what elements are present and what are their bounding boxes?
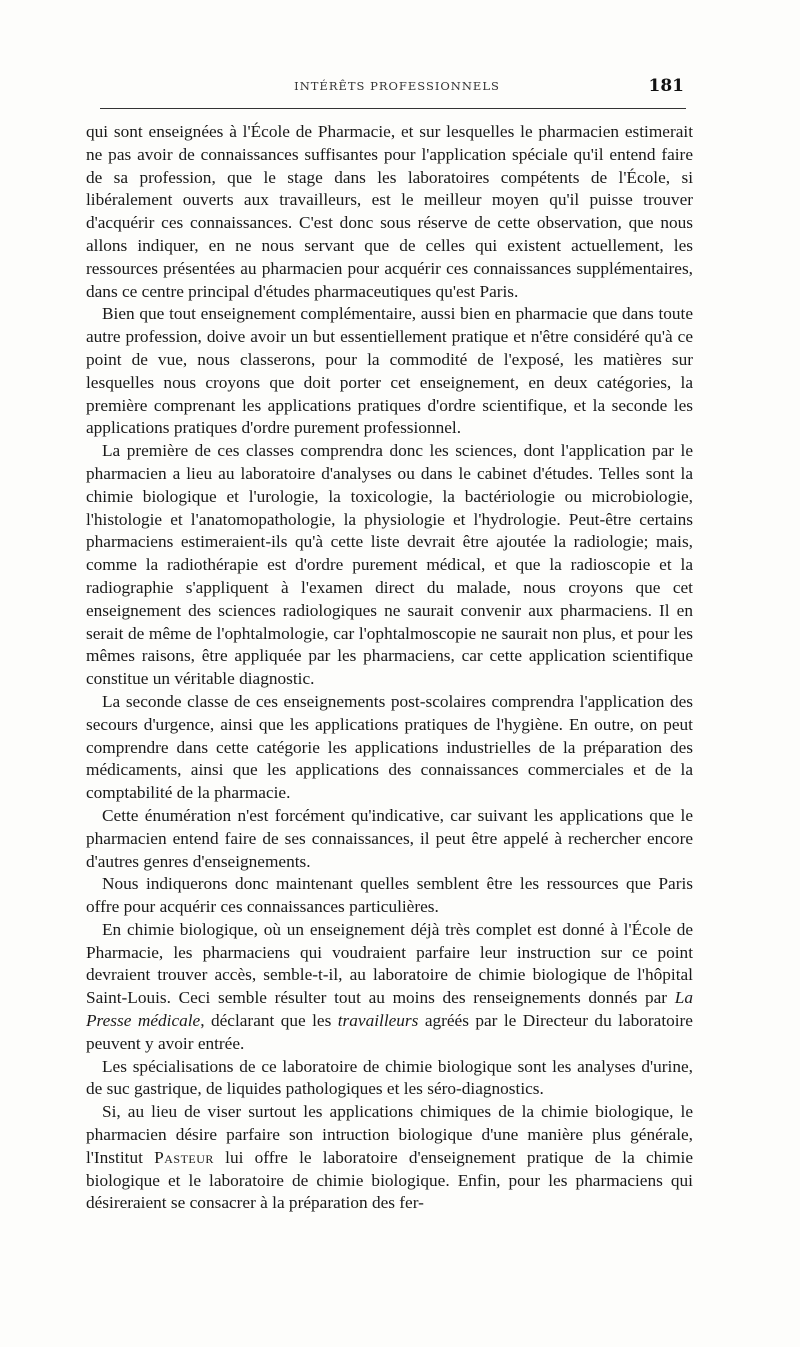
paragraph [86,1101,693,1215]
text-run: Nous indiquerons donc maintenant quelles semblent être les ressources que Paris offre pour acquérir ces connaissances particulières. [86,874,693,917]
page-number: 181 [648,76,684,96]
italic-text: travailleurs [337,1011,419,1031]
body-text [86,121,693,1215]
text-run: La première de ces classes comprendra donc les sciences, dont l'application par le pharmacien a lieu au laboratoire d'analyses ou dans le cabinet d'études. Telles sont la chimie biologique et l'urologie, la toxicologie, la bactériologie ou microbiologie, l'histologie et l'anatomopathologie, la physiologie et l'hydrologie. Peut-être certains pharmaciens estimeraient-ils qu'à cette liste devrait être ajoutée la radiologie; mais, comme la radiothérapie est d'ordre purement médical, et que la radioscopie et la radiographie s'appliquent à l'examen direct du malade, nous croyons que cet enseignement des sciences radiologiques ne saurait convenir aux pharmaciens. Il en serait de même de l'ophtalmologie, car l'ophtalmoscopie ne saurait non plus, et pour les mêmes raisons, être appliquée par les pharmaciens, car cette application scientifique constitue un véritable diagnostic. [86,441,693,689]
text-run: La seconde classe de ces enseignements post-scolaires comprendra l'application des secours d'urgence, ainsi que les applications pratiques de l'hygiène. En outre, on peut comprendre dans cette catégorie les applications industrielles de la préparation des médicaments, ainsi que les applications des connaissances commerciales et de la comptabilité de la pharmacie. [86,691,693,803]
text-run: Bien que tout enseignement complémentaire, aussi bien en pharmacie que dans toute autre profession, doive avoir un but essentiellement pratique et n'être considéré qu'à ce point de vue, nous classerons, pour la commodité de l'exposé, les matières sur lesquelles nous croyons que doit porter cet enseignement, en deux catégories, la première comprenant les applications pratiques d'ordre scientifique, et la seconde les applications pratiques d'ordre purement professionnel. [86,304,693,438]
paragraph [86,440,693,691]
paragraph [86,303,693,440]
smallcaps-text: Pasteur [154,1147,214,1167]
text-run: En chimie biologique, où un enseignement déjà très complet est donné à l'École de Pharmacie, les pharmaciens qui voudraient parfaire leur instruction sur ce point devraient trouver accès, semble-t-il, au laboratoire de chimie biologique de l'hôpital Saint-Louis. Ceci semble résulter tout au moins des renseignements donnés par [86,919,693,1008]
text-run: qui sont enseignées à l'École de Pharmacie, et sur lesquelles le pharmacien estimerait ne pas avoir de connaissances suffisantes pour l'application spéciale qu'il entend faire de sa profession, que le stage dans les laboratoires compétents de l'École, si libéralement ouverts aux travailleurs, est le meilleur moyen qu'il puisse trouver d'acquérir ces connaissances. C'est donc sous réserve de cette observation, que nous allons indiquer, en ne nous servant que de celles qui existent actuellement, les ressources présentées au pharmacien pour acquérir ces connaissances supplémentaires, dans ce centre principal d'études pharmaceutiques qu'est Paris. [86,122,693,301]
italic-text: La Presse médicale [86,988,693,1031]
running-title: INTÉRÊTS PROFESSIONNELS [294,79,500,93]
text-run: Cette énumération n'est forcément qu'indicative, car suivant les applications que le pharmacien entend faire de ses connaissances, il peut être appelé à rechercher encore d'autres genres d'enseignements. [86,805,693,871]
header-rule [100,108,686,109]
paragraph [86,691,693,805]
text-run: Les spécialisations de ce laboratoire de chimie biologique sont les analyses d'urine, de suc gastrique, de liquides pathologiques et les séro-diagnostics. [86,1056,693,1099]
page-header [108,76,686,100]
text-run: agréés par le Directeur du laboratoire peuvent y avoir entrée. [86,1011,693,1053]
paragraph [86,805,693,873]
text-run: lui offre le laboratoire d'enseignement pratique de la chimie biologique et le laboratoire de chimie biologique. Enfin, pour les pharmaciens qui désireraient se consacrer à la préparation des fer- [86,1147,694,1213]
text-run: , déclarant que les [200,1011,338,1031]
paragraph [86,121,693,303]
text-run: Si, au lieu de viser surtout les applications chimiques de la chimie biologique, le pharmacien désire parfaire son intruction biologique d'une manière plus générale, l'Institut [86,1102,693,1167]
paragraph [86,873,693,919]
paragraph [86,1056,693,1102]
paragraph [86,919,693,1056]
